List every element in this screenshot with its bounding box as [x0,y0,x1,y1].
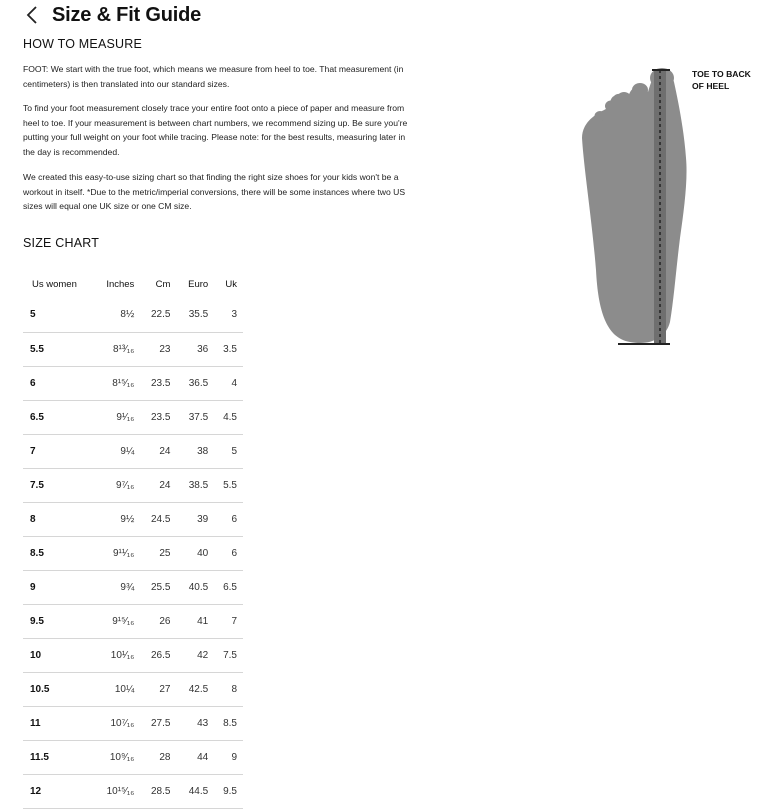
cell-uk: 5.5 [214,469,243,503]
cell-inches: 10¹⁄₁₆ [95,639,141,673]
cell-us-women: 7 [23,435,95,469]
cell-cm: 25.5 [140,571,176,605]
cell-us-women: 9.5 [23,605,95,639]
cell-uk: 3.5 [214,333,243,367]
table-row [23,333,243,367]
table-row [23,401,243,435]
cell-inches: 10⁷⁄₁₆ [95,707,141,741]
cell-us-women: 12 [23,775,95,809]
cell-cm: 23.5 [140,401,176,435]
measure-paragraph-3: We created this easy-to-use sizing chart so that finding the right size shoes for your kids won't be a workout in itself. *Due to the metric/imperial conversions, there will be some instances where two US sizes will equal one UK size or one CM size. [23,172,406,211]
table-row [23,435,243,469]
table-row [23,741,243,775]
cell-cm: 24 [140,435,176,469]
cell-us-women: 7.5 [23,469,95,503]
cell-euro: 43 [176,707,214,741]
table-row [23,707,243,741]
cell-inches: 10¹⁵⁄₁₆ [95,775,141,809]
cell-uk: 8 [214,673,243,707]
cell-euro: 40 [176,537,214,571]
table-header-row [23,271,243,297]
cell-us-women: 6.5 [23,401,95,435]
cell-us-women: 11 [23,707,95,741]
table-row [23,469,243,503]
cell-inches: 8¹⁵⁄₁₆ [95,367,141,401]
table-row [23,537,243,571]
cell-cm: 28 [140,741,176,775]
page-title: Size & Fit Guide [52,3,202,26]
table-row [23,605,243,639]
chevron-left-icon [26,6,38,24]
table-row [23,297,243,333]
cell-us-women: 11.5 [23,741,95,775]
cell-us-women: 5 [23,297,95,333]
cell-uk: 9.5 [214,775,243,809]
cell-inches: 9¾ [95,571,141,605]
size-chart-heading: SIZE CHART [23,236,100,250]
cell-euro: 42 [176,639,214,673]
cell-uk: 6.5 [214,571,243,605]
cell-inches: 8½ [95,297,141,333]
cell-cm: 22.5 [140,297,176,333]
column-header-us-women: Us women [32,278,77,290]
cell-us-women: 9 [23,571,95,605]
cell-cm: 24.5 [140,503,176,537]
how-to-measure-heading: HOW TO MEASURE [23,37,143,51]
cell-inches: 10¼ [95,673,141,707]
column-header-inches: Inches [106,278,135,290]
cell-euro: 36 [176,333,214,367]
cell-cm: 23 [140,333,176,367]
cell-us-women: 8 [23,503,95,537]
cell-uk: 6 [214,503,243,537]
cell-inches: 9¹¹⁄₁₆ [95,537,141,571]
cell-inches: 9¹⁵⁄₁₆ [95,605,141,639]
cell-uk: 7.5 [214,639,243,673]
toe-4 [605,101,617,112]
table-row [23,503,243,537]
cell-inches: 8¹³⁄₁₆ [95,333,141,367]
cell-inches: 10⁹⁄₁₆ [95,741,141,775]
figure-label: TOE TO BACK OF HEEL [692,69,751,91]
cell-uk: 8.5 [214,707,243,741]
cell-euro: 44.5 [176,775,214,809]
cell-uk: 4 [214,367,243,401]
cell-euro: 40.5 [176,571,214,605]
cell-inches: 9⁷⁄₁₆ [95,469,141,503]
cell-uk: 6 [214,537,243,571]
back-button[interactable] [22,3,42,27]
cell-euro: 35.5 [176,297,214,333]
measure-paragraph-2: To find your foot measurement closely trace your entire foot onto a piece of paper and measure from heel to toe. If your measurement is between chart numbers, we recommend sizing up. Be sure you're putting your full weight on your foot while tracing. Please note: for the best results, measuring later in the day is recommended. [23,103,408,157]
cell-cm: 24 [140,469,176,503]
cell-uk: 9 [214,741,243,775]
cell-us-women: 10.5 [23,673,95,707]
cell-uk: 4.5 [214,401,243,435]
toe-5 [595,111,606,121]
measure-paragraph-1: FOOT: We start with the true foot, which means we measure from heel to toe. That measurement (in centimeters) is then translated into our standard sizes. [23,64,404,89]
table-row [23,571,243,605]
cell-euro: 38 [176,435,214,469]
foot-measurement-illustration [578,60,758,350]
measure-strip [654,70,666,344]
cell-euro: 42.5 [176,673,214,707]
page-header [22,0,201,30]
cell-us-women: 10 [23,639,95,673]
cell-inches: 9¹⁄₁₆ [95,401,141,435]
cell-cm: 27 [140,673,176,707]
table-row [23,673,243,707]
cell-us-women: 6 [23,367,95,401]
cell-euro: 36.5 [176,367,214,401]
cell-cm: 26.5 [140,639,176,673]
cell-inches: 9¼ [95,435,141,469]
size-chart-table [23,271,243,809]
cell-uk: 3 [214,297,243,333]
cell-inches: 9½ [95,503,141,537]
cell-uk: 7 [214,605,243,639]
cell-euro: 39 [176,503,214,537]
cell-euro: 38.5 [176,469,214,503]
cell-cm: 26 [140,605,176,639]
size-chart-body [23,297,243,809]
cell-us-women: 5.5 [23,333,95,367]
cell-euro: 44 [176,741,214,775]
cell-euro: 37.5 [176,401,214,435]
cell-us-women: 8.5 [23,537,95,571]
cell-cm: 25 [140,537,176,571]
column-header-euro: Euro [188,278,209,290]
cell-cm: 28.5 [140,775,176,809]
cell-cm: 23.5 [140,367,176,401]
column-header-cm: Cm [155,278,171,290]
toe-2 [632,83,648,97]
table-row [23,367,243,401]
cell-cm: 27.5 [140,707,176,741]
table-row [23,775,243,809]
column-header-uk: Uk [225,278,237,290]
cell-euro: 41 [176,605,214,639]
toe-3 [617,92,631,104]
cell-uk: 5 [214,435,243,469]
table-row [23,639,243,673]
